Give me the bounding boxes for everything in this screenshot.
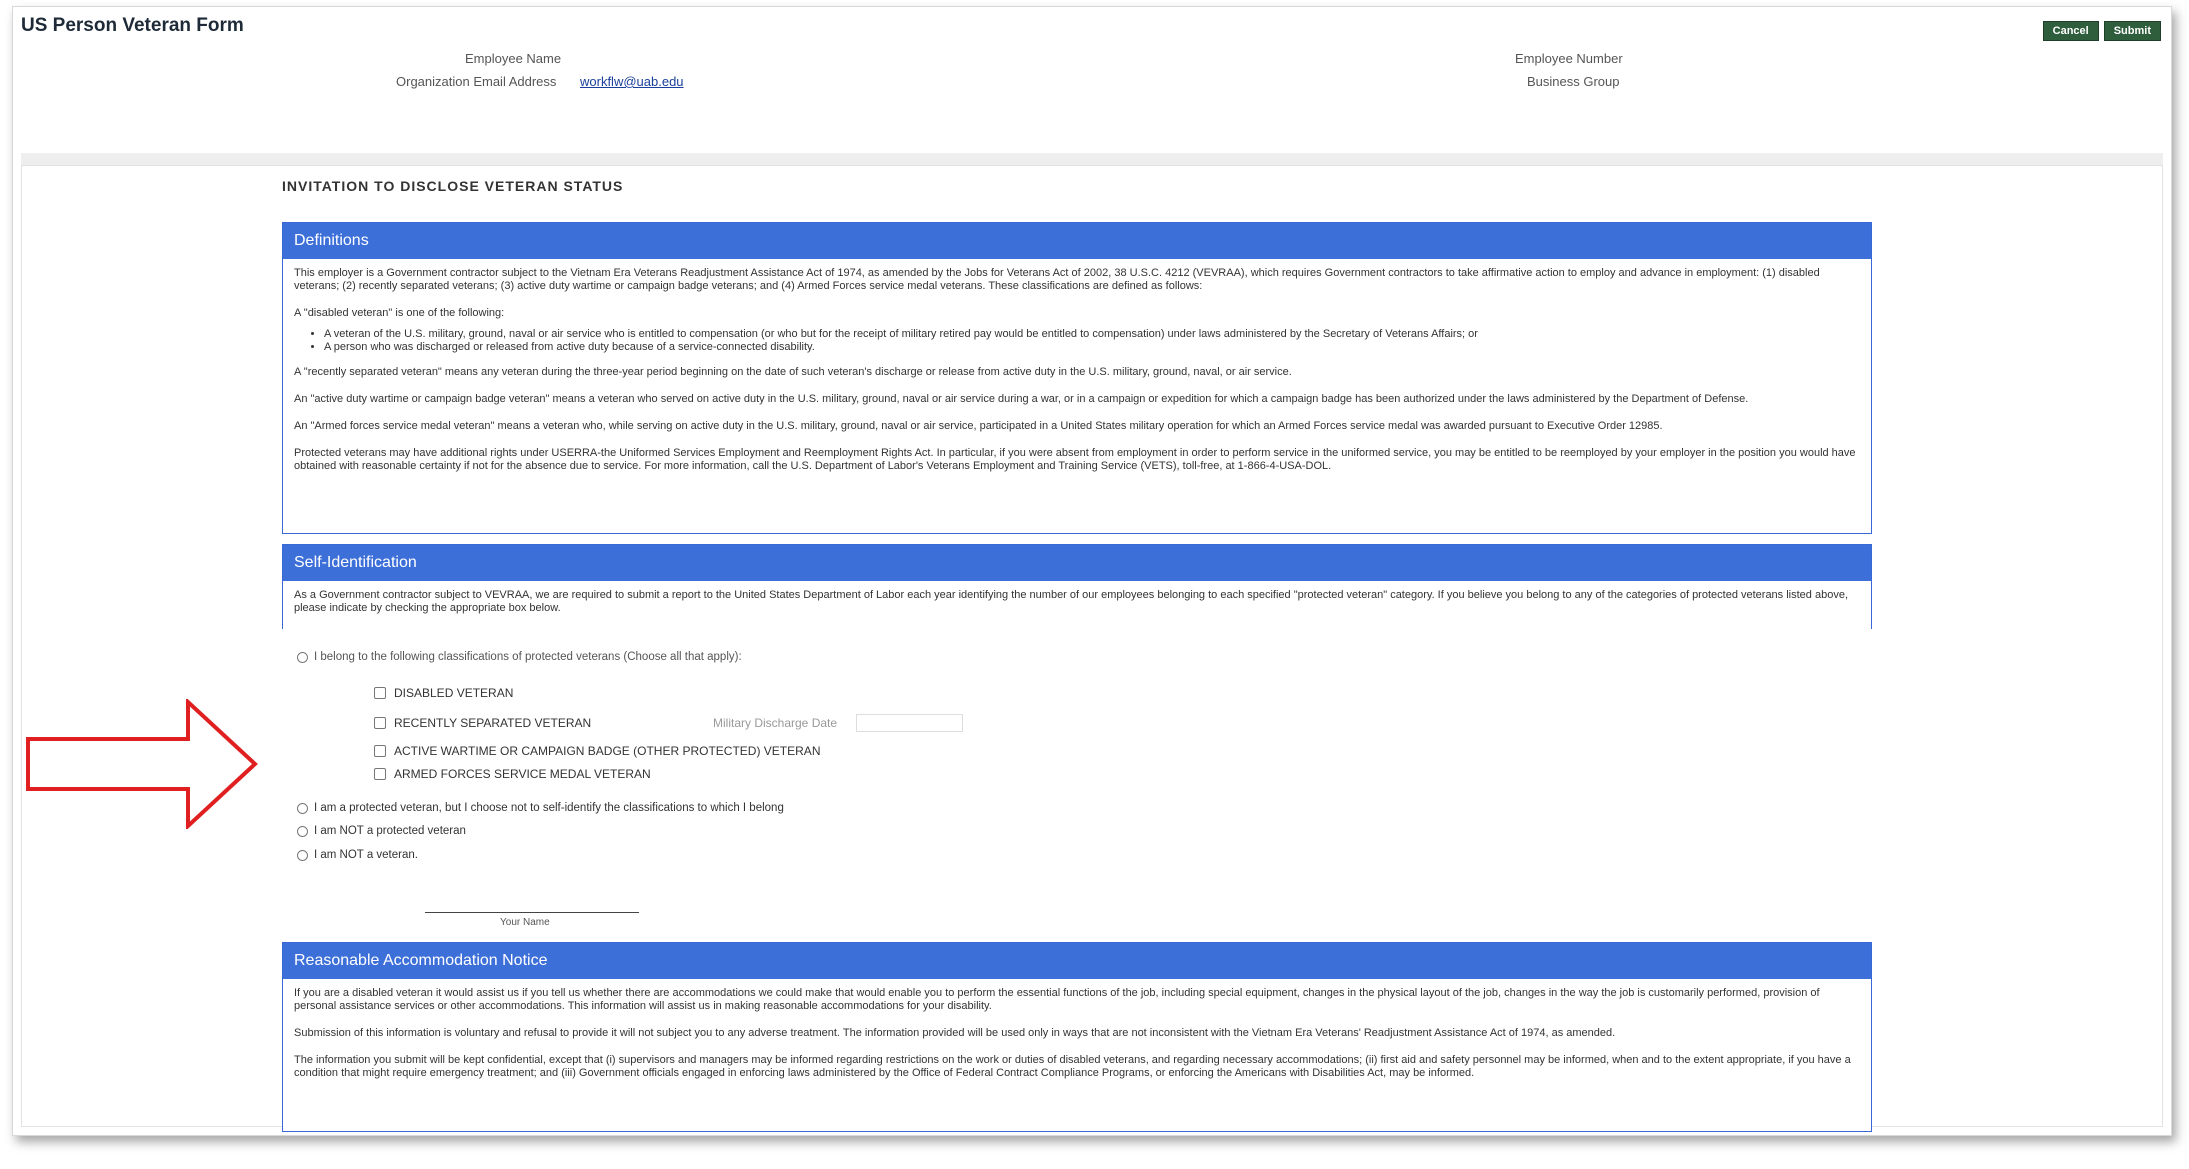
self-identification-section bbox=[282, 544, 1872, 629]
military-discharge-date-label: Military Discharge Date bbox=[713, 716, 838, 730]
checkbox-active-wartime[interactable] bbox=[374, 744, 820, 758]
checkbox-label: DISABLED VETERAN bbox=[394, 686, 514, 700]
definitions-section bbox=[282, 222, 1872, 534]
radio-option-not-veteran[interactable] bbox=[297, 849, 418, 861]
disabled-veteran-list bbox=[294, 328, 1860, 354]
org-email-label: Organization Email Address bbox=[396, 74, 557, 89]
org-email-link[interactable]: workflw@uab.edu bbox=[580, 74, 684, 89]
radio-button[interactable] bbox=[297, 803, 308, 814]
radio-label: I belong to the following classifications of protected veterans (Choose all that apply): bbox=[314, 651, 742, 663]
top-toolbar bbox=[2043, 21, 2161, 41]
checkbox[interactable] bbox=[374, 687, 386, 699]
accommodation-paragraph: If you are a disabled veteran it would assist us if you tell us whether there are accommodations we could make that would enable you to perform the essential functions of the job, including special equipment, changes in the physical layout of the job, changes in the way the job is customarily performed, provision of personal assistance services or other accommodations. This information will assist us in making reasonable accommodations for your disability. bbox=[294, 987, 1820, 1012]
definitions-header: Definitions bbox=[283, 223, 1871, 259]
business-group-label: Business Group bbox=[1527, 74, 1620, 89]
checkbox[interactable] bbox=[374, 717, 386, 729]
reasonable-accommodation-section bbox=[282, 942, 1872, 1132]
checkbox-label: RECENTLY SEPARATED VETERAN bbox=[394, 716, 592, 730]
checkbox-disabled-veteran[interactable] bbox=[374, 686, 513, 700]
header-divider bbox=[21, 153, 2163, 165]
self-identification-header: Self-Identification bbox=[283, 545, 1871, 581]
app-title: US Person Veteran Form bbox=[21, 15, 244, 36]
radio-option-not-protected[interactable] bbox=[297, 825, 466, 837]
checkbox-label: ARMED FORCES SERVICE MEDAL VETERAN bbox=[394, 767, 651, 781]
accommodation-paragraph: The information you submit will be kept confidential, except that (i) supervisors and managers may be informed regarding restrictions on the work or duties of disabled veterans, and regarding necessary accommodations; (ii) first aid and safety personnel may be informed, when and to the extent appropriate, if you have a condition that might require emergency treatment; and (iii) Government officials engaged in enforcing laws administered by the Office of Federal Contract Compliance Programs, or enforcing the Americans with Disabilities Act, may be informed. bbox=[294, 1054, 1851, 1079]
definitions-paragraph: An "Armed forces service medal veteran" means a veteran who, while serving on active duty in the U.S. military, ground, naval or air service, participated in a United States military operation for which an Armed Forces service medal was awarded pursuant to Executive Order 12985. bbox=[294, 420, 1663, 432]
definitions-paragraph: Protected veterans may have additional rights under USERRA-the Uniformed Services Employment and Reemployment Rights Act. In particular, if you were absent from employment in order to perform service in the uniformed service, you may be entitled to be reemployed by your employer in the position you would have obtained with reasonable certainty if not for the absence due to service. For more information, call the U.S. Department of Labor's Veterans Employment and Training Service (VETS), toll-free, at 1-866-4-USA-DOL. bbox=[294, 447, 1856, 472]
radio-label: I am NOT a protected veteran bbox=[314, 825, 466, 837]
signature-line bbox=[425, 912, 639, 913]
radio-option-choose-not-to-identify[interactable] bbox=[297, 802, 784, 814]
page-title: INVITATION TO DISCLOSE VETERAN STATUS bbox=[282, 178, 624, 194]
accommodation-paragraph: Submission of this information is voluntary and refusal to provide it will not subject you to any adverse treatment. The information provided will be used only in ways that are not inconsistent with the Vietnam Era Veterans' Readjustment Assistance Act of 1974, as amended. bbox=[294, 1027, 1616, 1039]
definitions-paragraph: This employer is a Government contractor subject to the Vietnam Era Veterans Readjustment Assistance Act of 1974, as amended by the Jobs for Veterans Act of 2002, 38 U.S.C. 4212 (VEVRAA), which requires Government contractors to take affirmative action to employ and advance in employment: (1) disabled veterans; (2) recently separated veterans; (3) active duty wartime or campaign badge veterans; and (4) Armed Forces service medal veterans. These classifications are defined as follows: bbox=[294, 267, 1820, 292]
radio-button[interactable] bbox=[297, 850, 308, 861]
list-item: • A veteran of the U.S. military, ground, naval or air service who is entitled to compensation (or who but for the receipt of military retired pay would be entitled to compensation) under laws administered by the Secretary of Veterans Affairs; or bbox=[324, 328, 1860, 341]
checkbox-label: ACTIVE WARTIME OR CAMPAIGN BADGE (OTHER PROTECTED) VETERAN bbox=[394, 744, 821, 758]
employee-name-label: Employee Name bbox=[465, 51, 562, 66]
checkbox-armed-forces-medal[interactable] bbox=[374, 767, 651, 781]
radio-button[interactable] bbox=[297, 826, 308, 837]
definitions-paragraph: An "active duty wartime or campaign badge veteran" means a veteran who served on active duty in the U.S. military, ground, naval or air service during a war, or in a campaign or expedition for which a campaign badge has been authorized under the laws administered by the Department of Defense. bbox=[294, 393, 1749, 405]
radio-option-protected-classifications[interactable] bbox=[297, 651, 742, 663]
radio-label: I am NOT a veteran. bbox=[314, 849, 418, 861]
definitions-paragraph: A "disabled veteran" is one of the following: bbox=[294, 307, 505, 319]
cancel-button[interactable]: Cancel bbox=[2043, 21, 2099, 41]
military-discharge-date-input[interactable] bbox=[856, 714, 963, 732]
definitions-paragraph: A "recently separated veteran" means any veteran during the three-year period beginning on the date of such veteran's discharge or release from active duty in the U.S. military, ground, naval, or air service. bbox=[294, 366, 1292, 378]
red-arrow-icon bbox=[25, 699, 261, 829]
list-item: • A person who was discharged or released from active duty because of a service-connected disability. bbox=[324, 341, 1860, 354]
reasonable-accommodation-header: Reasonable Accommodation Notice bbox=[283, 943, 1871, 979]
checkbox-recently-separated[interactable] bbox=[374, 716, 591, 730]
self-identification-body bbox=[283, 581, 1871, 637]
radio-button[interactable] bbox=[297, 652, 308, 663]
employee-number-label: Employee Number bbox=[1515, 51, 1623, 66]
submit-button[interactable]: Submit bbox=[2104, 21, 2161, 41]
radio-label: I am a protected veteran, but I choose not to self-identify the classifications to which I belong bbox=[314, 802, 784, 814]
definitions-body bbox=[283, 259, 1871, 495]
reasonable-accommodation-body bbox=[283, 979, 1871, 1102]
checkbox[interactable] bbox=[374, 768, 386, 780]
checkbox[interactable] bbox=[374, 745, 386, 757]
self-identification-intro: As a Government contractor subject to VEVRAA, we are required to submit a report to the United States Department of Labor each year identifying the number of our employees belonging to each specified "protected veteran" category. If you believe you belong to any of the categories of protected veterans listed above, please indicate by checking the appropriate box below. bbox=[294, 589, 1848, 614]
your-name-label: Your Name bbox=[500, 917, 550, 928]
